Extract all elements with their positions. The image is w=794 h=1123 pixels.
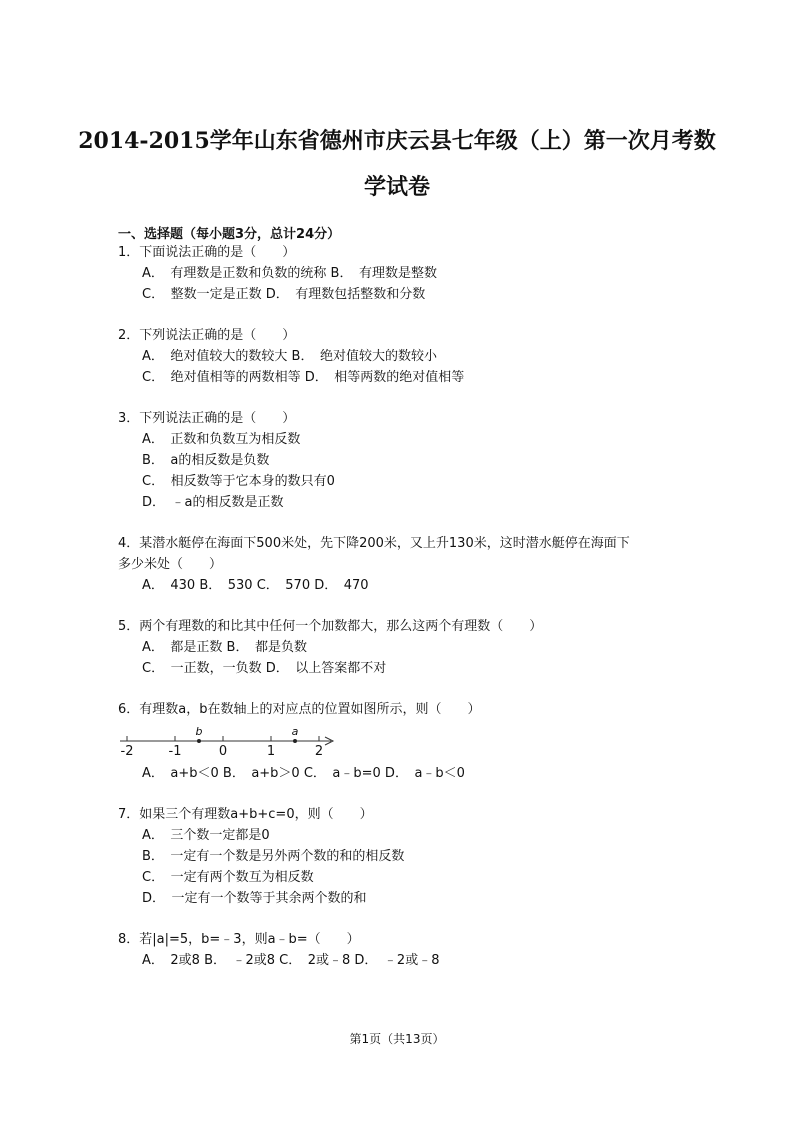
q3-option-c: C． 相反数等于它本身的数只有0 [142,474,335,489]
number-line-tick-label: -2 [120,744,134,759]
q3-option-b: B． a的相反数是负数 [142,453,270,468]
q7-option-b: B． 一定有一个数是另外两个数的和的相反数 [142,849,405,864]
number-line-tick-label: 1 [266,744,276,759]
q2-options-row1: A． 绝对值较大的数较大 B． 绝对值较大的数较小 [142,349,437,364]
page-title: 2014-2015学年山东省德州市庆云县七年级（上）第一次月考数 [78,128,716,154]
q7-option-d: D． 一定有一个数等于其余两个数的和 [142,891,367,906]
number-line-tick-label: 2 [314,744,324,759]
number-line-point-label: b [195,725,203,738]
question-3: 3．下列说法正确的是（ ） [118,411,296,426]
q6-options: A． a+b＜0 B． a+b＞0 C． a﹣b=0 D． a﹣b＜0 [142,766,465,781]
q4-options: A． 430 B． 530 C． 570 D． 470 [142,578,369,593]
q2-options-row2: C． 绝对值相等的两数相等 D． 相等两数的绝对值相等 [142,370,465,385]
question-1: 1．下面说法正确的是（ ） [118,245,296,260]
q1-options-row2: C． 整数一定是正数 D． 有理数包括整数和分数 [142,287,426,302]
question-2: 2．下列说法正确的是（ ） [118,328,296,343]
question-8: 8．若|a|=5，b=﹣3，则a﹣b=（ ） [118,932,360,947]
q5-options-row1: A． 都是正数 B． 都是负数 [142,640,307,655]
q3-option-a: A． 正数和负数互为相反数 [142,432,301,447]
number-line-tick-label: 0 [218,744,228,759]
question-5: 5．两个有理数的和比其中任何一个加数都大，那么这两个有理数（ ） [118,619,543,634]
page-footer: 第1页（共13页） [349,1032,445,1046]
q3-option-d: D． ﹣a的相反数是正数 [142,495,284,510]
q7-option-a: A． 三个数一定都是0 [142,828,270,843]
question-7: 7．如果三个有理数a+b+c=0，则（ ） [118,807,373,822]
q8-options: A． 2或8 B． ﹣2或8 C． 2或﹣8 D． ﹣2或﹣8 [142,953,440,968]
number-line-point-b [197,739,201,743]
q7-option-c: C． 一定有两个数互为相反数 [142,870,314,885]
question-6: 6．有理数a，b在数轴上的对应点的位置如图所示，则（ ） [118,702,481,717]
number-line-tick-label: -1 [168,744,182,759]
question-4-cont: 多少米处（ ） [118,557,223,572]
q1-options-row1: A． 有理数是正数和负数的统称 B． 有理数是整数 [142,266,437,281]
section-heading: 一、选择题（每小题3分，总计24分） [118,227,341,242]
number-line-point-a [293,739,297,743]
question-4: 4．某潜水艇停在海面下500米处，先下降200米，又上升130米，这时潜水艇停在海面下 [118,536,630,551]
page-title-cont: 学试卷 [363,174,430,200]
number-line-figure [116,722,346,762]
number-line-point-label: a [291,725,299,738]
q5-options-row2: C． 一正数，一负数 D． 以上答案都不对 [142,661,387,676]
